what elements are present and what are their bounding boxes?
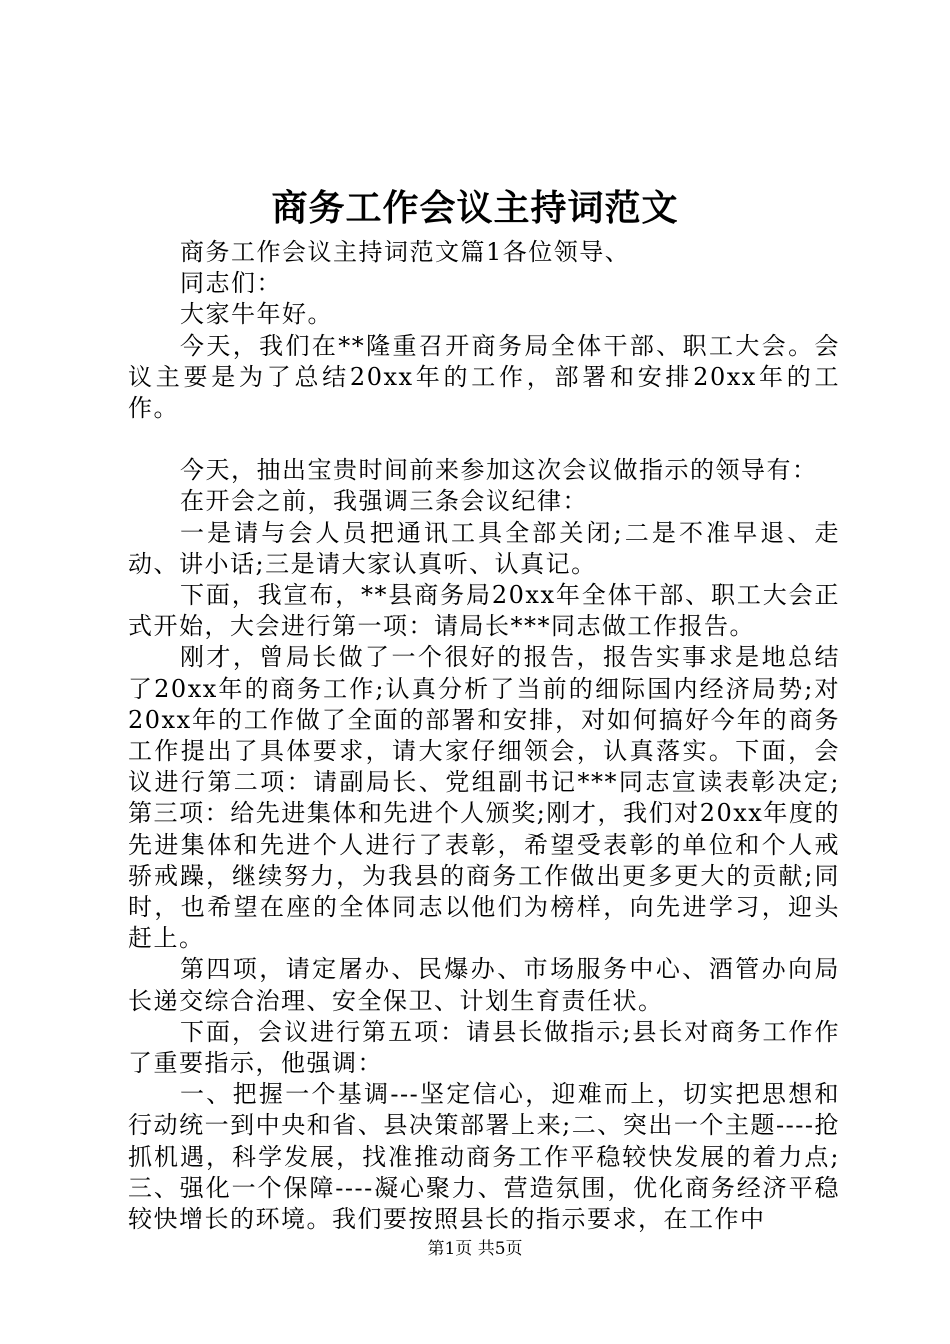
- page-footer: 第1页 共5页: [427, 1239, 523, 1259]
- document-body: [128, 237, 840, 1235]
- paragraph: 今天，我们在**隆重召开商务局全体干部、职工大会。会议主要是为了总结20xx年的工作，部署和安排20xx年的工作。: [128, 331, 840, 423]
- document-title: 商务工作会议主持词范文: [271, 187, 679, 229]
- paragraph: 第四项，请定屠办、民爆办、市场服务中心、酒管办向局长递交综合治理、安全保卫、计划生育责任状。: [128, 955, 840, 1015]
- paragraph: 一是请与会人员把通讯工具全部关闭;二是不准早退、走动、讲小话;三是请大家认真听、认真记。: [128, 518, 840, 578]
- paragraph: 商务工作会议主持词范文篇1各位领导、: [180, 238, 631, 266]
- paragraph: 下面，会议进行第五项：请县长做指示;县长对商务工作作了重要指示，他强调：: [128, 1017, 840, 1078]
- paragraph: 下面，我宣布，**县商务局20xx年全体干部、职工大会正式开始，大会进行第一项：请局长***同志做工作报告。: [128, 581, 840, 641]
- paragraph: 一、把握一个基调---坚定信心，迎难而上，切实把思想和行动统一到中央和省、县决策部署上来;二、突出一个主题----抢抓机遇，科学发展，找准推动商务工作平稳较快发展的着力点;三、强化一个保障----凝心聚力、营造氛围，优化商务经济平稳较快增长的环境。我们要按照县长的指示要求，在工作中: [128, 1080, 840, 1234]
- paragraph: 今天，抽出宝贵时间前来参加这次会议做指示的领导有：: [180, 456, 818, 485]
- paragraph: 在开会之前，我强调三条会议纪律：: [180, 487, 588, 516]
- paragraph: 同志们：: [180, 269, 282, 298]
- paragraph: 大家牛年好。: [180, 300, 333, 329]
- paragraph: 刚才，曾局长做了一个很好的报告，报告实事求是地总结了20xx年的商务工作;认真分析了当前的细际国内经济局势;对20xx年的工作做了全面的部署和安排，对如何搞好今年的商务工作提出了具体要求，请大家仔细领会，认真落实。下面，会议进行第二项：请副局长、党组副书记***同志宣读表彰决定;第三项：给先进集体和先进个人颁奖;刚才，我们对20xx年度的先进集体和先进个人进行了表彰，希望受表彰的单位和个人戒骄戒躁，继续努力，为我县的商务工作做出更多更大的贡献;同时，也希望在座的全体同志以他们为榜样，向先进学习，迎头赶上。: [128, 643, 840, 953]
